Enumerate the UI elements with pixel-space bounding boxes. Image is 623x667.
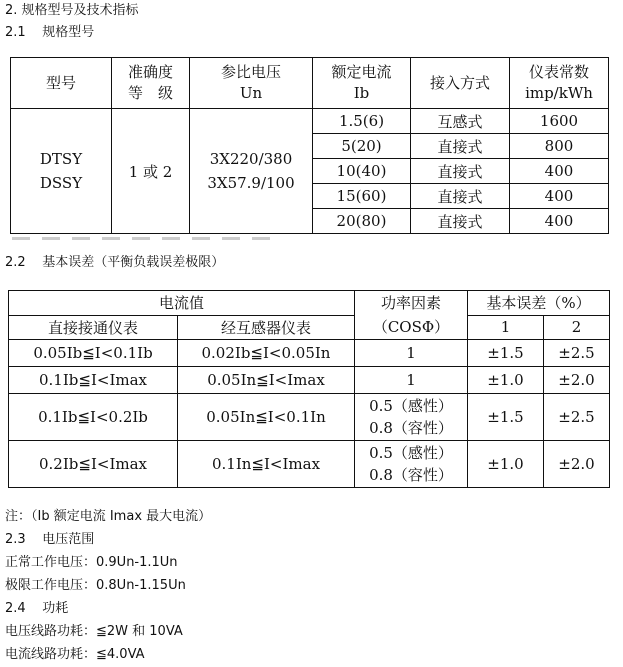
current-cell: 10(40) (313, 159, 411, 184)
header-accuracy-line2: 等 级 (127, 84, 173, 102)
header-accuracy-line1: 准确度 (127, 63, 173, 81)
header-pf-line1: 功率因素 (380, 294, 441, 312)
transformer-cell: 0.05In≦I<Imax (178, 367, 355, 394)
direct-cell: 0.1Ib≦I<0.2Ib (9, 394, 178, 441)
subsection-number: 2.4 (5, 601, 26, 616)
pf-cell: 1 (355, 340, 468, 367)
transformer-cell: 0.05In≦I<0.1In (178, 394, 355, 441)
table-row (11, 109, 609, 134)
subsection-2-2-heading (5, 254, 224, 272)
subsection-2-3-heading (5, 531, 94, 549)
error-class2-cell: ±2.5 (544, 394, 610, 441)
header-current-line2: Ib (353, 84, 370, 102)
transformer-cell: 0.1In≦I<Imax (178, 441, 355, 488)
model-line2: DSSY (39, 174, 83, 192)
current-power: 电流线路功耗：≦4.0VA (5, 647, 145, 662)
error-table (8, 290, 610, 488)
table-row (9, 394, 610, 441)
table-header-row (9, 291, 610, 316)
subsection-title: 电压范围 (42, 532, 95, 547)
limit-voltage: 极限工作电压：0.8Un-1.15Un (5, 578, 186, 593)
constant-cell: 400 (510, 184, 609, 209)
current-cell: 20(80) (313, 209, 411, 234)
transformer-cell: 0.02Ib≦I<0.05In (178, 340, 355, 367)
header-class-1: 1 (468, 315, 544, 340)
header-voltage (190, 58, 313, 109)
header-basic-error: 基本误差（%） (468, 291, 610, 316)
model-cell (11, 109, 112, 234)
error-class1-cell: ±1.5 (468, 340, 544, 367)
header-connection: 接入方式 (411, 58, 510, 109)
direct-cell: 0.1Ib≦I<Imax (9, 367, 178, 394)
connection-cell: 直接式 (411, 159, 510, 184)
subsection-number: 2.2 (5, 255, 26, 270)
direct-cell: 0.2Ib≦I<Imax (9, 441, 178, 488)
error-class2-cell: ±2.0 (544, 367, 610, 394)
voltage-line1: 3X220/380 (209, 150, 293, 168)
note: 注：（Ib 额定电流 Imax 最大电流） (5, 509, 212, 524)
subsection-title: 基本误差（平衡负载误差极限） (42, 255, 225, 270)
pf-cell: 1 (355, 367, 468, 394)
subsection-2-1-heading (5, 24, 94, 42)
pf-line2: 0.8（容性） (369, 466, 453, 484)
table-row (9, 441, 610, 488)
table-row (9, 340, 610, 367)
header-current-value: 电流值 (9, 291, 355, 316)
faint-text-artifact (12, 237, 272, 240)
direct-cell: 0.05Ib≦I<0.1Ib (9, 340, 178, 367)
constant-cell: 400 (510, 209, 609, 234)
header-current-line1: 额定电流 (331, 63, 392, 81)
header-transformer: 经互感器仪表 (178, 315, 355, 340)
section-title: 2. 规格型号及技术指标 (5, 3, 139, 18)
pf-line1: 0.5（感性） (369, 397, 453, 415)
header-constant-line1: 仪表常数 (528, 63, 589, 81)
header-pf-line2: （COSΦ） (372, 318, 450, 336)
subsection-number: 2.1 (5, 25, 26, 40)
voltage-line2: 3X57.9/100 (207, 174, 295, 192)
header-voltage-line2: Un (239, 84, 263, 102)
table-header-row (11, 58, 609, 109)
error-class1-cell: ±1.0 (468, 367, 544, 394)
model-line1: DTSY (39, 150, 83, 168)
connection-cell: 直接式 (411, 134, 510, 159)
normal-voltage: 正常工作电压：0.9Un-1.1Un (5, 555, 178, 570)
current-cell: 15(60) (313, 184, 411, 209)
pf-line1: 0.5（感性） (369, 444, 453, 462)
connection-cell: 互感式 (411, 109, 510, 134)
header-class-2: 2 (544, 315, 610, 340)
subsection-title: 规格型号 (42, 25, 95, 40)
header-model: 型号 (11, 58, 112, 109)
accuracy-cell: 1 或 2 (112, 109, 190, 234)
header-constant-line2: imp/kWh (525, 84, 593, 102)
connection-cell: 直接式 (411, 184, 510, 209)
header-voltage-line1: 参比电压 (220, 63, 281, 81)
pf-cell (355, 394, 468, 441)
current-cell: 1.5(6) (313, 109, 411, 134)
spec-table (10, 57, 609, 234)
current-cell: 5(20) (313, 134, 411, 159)
header-current (313, 58, 411, 109)
header-power-factor (355, 291, 468, 340)
table-row (9, 367, 610, 394)
error-class2-cell: ±2.5 (544, 340, 610, 367)
header-accuracy (112, 58, 190, 109)
subsection-number: 2.3 (5, 532, 26, 547)
pf-cell (355, 441, 468, 488)
subsection-2-4-heading (5, 600, 68, 618)
table-header-row (9, 315, 610, 340)
constant-cell: 800 (510, 134, 609, 159)
constant-cell: 1600 (510, 109, 609, 134)
connection-cell: 直接式 (411, 209, 510, 234)
error-class1-cell: ±1.0 (468, 441, 544, 488)
header-constant (510, 58, 609, 109)
voltage-power: 电压线路功耗：≦2W 和 10VA (5, 624, 183, 639)
subsection-title: 功耗 (42, 601, 69, 616)
pf-line2: 0.8（容性） (369, 419, 453, 437)
error-class2-cell: ±2.0 (544, 441, 610, 488)
header-direct: 直接接通仪表 (9, 315, 178, 340)
error-class1-cell: ±1.5 (468, 394, 544, 441)
voltage-cell (190, 109, 313, 234)
constant-cell: 400 (510, 159, 609, 184)
